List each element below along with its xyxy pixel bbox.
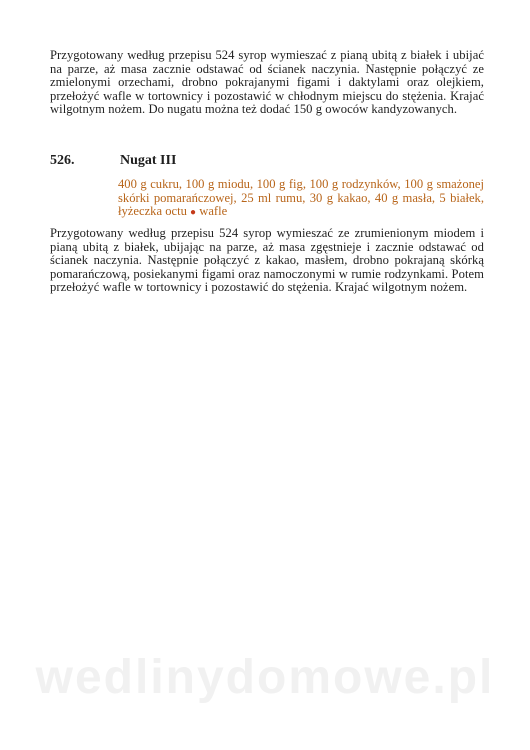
watermark: wedlinydomowe.pl	[35, 651, 495, 704]
method-paragraph-previous-recipe: Przygotowany według przepisu 524 syrop wymieszać z pianą ubitą z białek i ubijać na parze, aż masa zacznie odstawać od ścianek naczynia. Następnie połączyć ze zmielonymi orzechami, drobno pokrajanymi figami i daktylami oraz olejkiem, przełożyć wafle w tortownicy i pozostawić w chłodnym miejscu do stężenia. Krajać wilgotnym nożem. Do nugatu można też dodać 150 g owoców kandyzowanych.	[50, 48, 484, 117]
ingredients-list	[118, 178, 484, 220]
ingredients-tail: wafle	[199, 204, 228, 219]
recipe-number: 526.	[50, 153, 75, 168]
recipe-title: Nugat III	[120, 153, 177, 168]
ingredients-text: 400 g cukru, 100 g miodu, 100 g fig, 100 g rodzynków, 100 g smażonej skórki pomarańczowej, 25 ml rumu, 30 g kakao, 40 g masła, 5 białek, łyżeczka octu	[118, 177, 484, 219]
method-paragraph: Przygotowany według przepisu 524 syrop wymieszać ze zrumienionym miodem i pianą ubitą z białek, ubijając na parze, aż masa zgęstnieje i zacznie odstawać od ścianek naczynia. Następnie połączyć z kakao, masłem, drobno pokrajaną skórką pomarańczową, posiekanymi figami oraz namoczonymi w rumie rodzynkami. Potem przełożyć wafle w tortownicy i pozostawić do stężenia. Krajać wilgotnym nożem.	[50, 226, 484, 295]
bullet-icon: ●	[190, 207, 197, 219]
